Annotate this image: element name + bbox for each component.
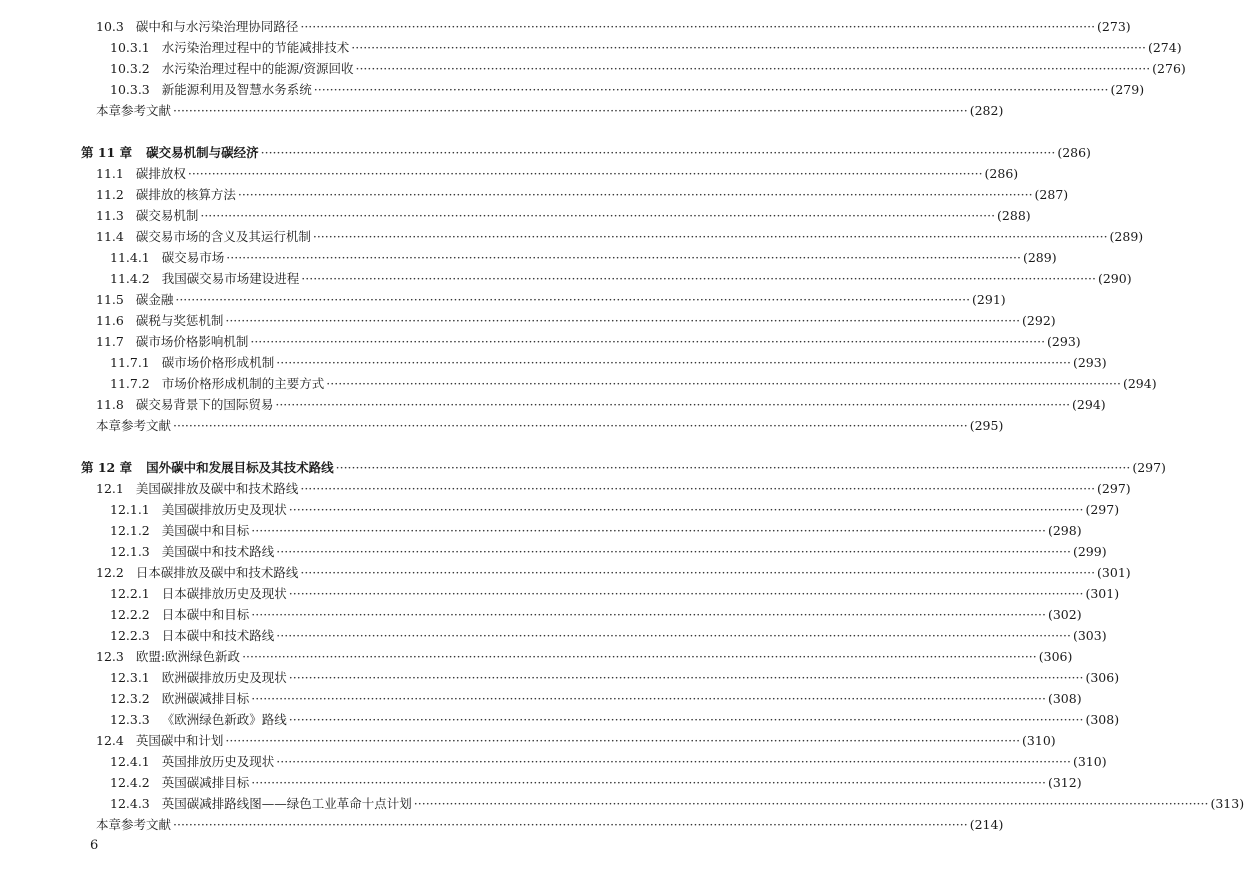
toc-entry-page: (310) <box>1022 733 1056 748</box>
toc-entry-number: 第 11 章 <box>81 145 133 160</box>
toc-entry-number: 12.4.3 <box>110 796 150 811</box>
toc-entry-number: 12.4.1 <box>110 754 150 769</box>
toc-entry-number: 11.7.2 <box>110 376 150 391</box>
page-number: 6 <box>90 838 99 853</box>
toc-entry-page: (306) <box>1038 649 1073 664</box>
toc-entry-page: (299) <box>1072 544 1107 559</box>
dot-leader: ········································································································································································································ <box>312 229 1108 244</box>
toc-entry-row <box>0 541 1107 562</box>
toc-entry-page: (214) <box>969 817 1004 832</box>
toc-entry-number: 10.3.3 <box>110 82 150 97</box>
dot-leader: ········································································································································································································ <box>351 40 1146 55</box>
toc-entry-row <box>0 478 1131 499</box>
toc-entry-page: (291) <box>972 292 1006 307</box>
toc-entry-page: (297) <box>1085 502 1120 517</box>
toc-entry-row <box>0 520 1082 541</box>
toc-entry-number: 10.3.1 <box>110 40 150 55</box>
toc-entry-row <box>0 730 1056 751</box>
dot-leader: ········································································································································································································ <box>300 19 1096 34</box>
dot-leader: ········································································································································································································ <box>335 460 1131 475</box>
toc-entry-number: 12.4 <box>96 733 124 748</box>
toc-entry-number: 第 12 章 <box>81 460 133 475</box>
toc-entry-page: (295) <box>969 418 1004 433</box>
toc-entry-title: 碳排放权 <box>135 166 186 181</box>
toc-entry-page: (308) <box>1047 691 1082 706</box>
dot-leader: ········································································································································································································ <box>276 754 1071 769</box>
dot-leader: ········································································································································································································ <box>288 712 1084 727</box>
toc-chapter-row <box>0 142 1091 163</box>
toc-entry-number: 11.4.2 <box>110 271 150 286</box>
dot-leader: ········································································································································································································ <box>226 250 1021 265</box>
toc-entry-number: 12.2.2 <box>110 607 150 622</box>
toc-entry-number: 11.7.1 <box>110 355 150 370</box>
dot-leader: ········································································································································································································ <box>237 187 1033 202</box>
dot-leader: ········································································································································································································ <box>276 544 1071 559</box>
toc-entry-page: (312) <box>1047 775 1082 790</box>
toc-entry-title: 水污染治理过程中的能源/资源回收 <box>161 61 354 76</box>
toc-entry-title: 本章参考文献 <box>96 817 172 832</box>
toc-entry-number: 12.4.2 <box>110 775 150 790</box>
toc-chapter-row <box>0 457 1166 478</box>
toc-entry-title: 美国碳排放及碳中和技术路线 <box>135 481 299 496</box>
toc-entry-page: (274) <box>1147 40 1182 55</box>
toc-entry-row <box>0 688 1082 709</box>
toc-entry-row <box>0 415 1004 436</box>
toc-entry-page: (297) <box>1097 481 1131 496</box>
dot-leader: ········································································································································································································ <box>251 691 1046 706</box>
toc-entry-page: (297) <box>1132 460 1166 475</box>
dot-leader: ········································································································································································································ <box>288 670 1084 685</box>
toc-entry-page: (306) <box>1085 670 1120 685</box>
toc-entry-title: 英国排放历史及现状 <box>161 754 275 769</box>
dot-leader: ········································································································································································································ <box>260 145 1056 160</box>
toc-entry-title: 水污染治理过程中的节能减排技术 <box>161 40 350 55</box>
toc-entry-title: 碳排放的核算方法 <box>135 187 236 202</box>
toc-entry-title: 碳税与奖惩机制 <box>135 313 224 328</box>
toc-entry-page: (282) <box>969 103 1004 118</box>
toc-entry-number: 12.3.1 <box>110 670 150 685</box>
toc-entry-row <box>0 226 1144 247</box>
dot-leader: ········································································································································································································ <box>250 334 1046 349</box>
toc-entry-number: 12.2.3 <box>110 628 150 643</box>
toc-entry-row <box>0 37 1182 58</box>
toc-entry-title: 日本碳中和技术路线 <box>161 628 275 643</box>
toc-entry-page: (294) <box>1072 397 1106 412</box>
dot-leader: ········································································································································································································ <box>288 586 1084 601</box>
dot-leader: ········································································································································································································ <box>173 817 968 832</box>
toc-entry-page: (288) <box>997 208 1031 223</box>
toc-entry-title: 欧盟:欧洲绿色新政 <box>135 649 241 664</box>
dot-leader: ········································································································································································································ <box>175 292 971 307</box>
toc-entry-page: (313) <box>1210 796 1244 811</box>
toc-entry-title: 美国碳中和技术路线 <box>161 544 275 559</box>
toc-entry-number: 12.2 <box>96 565 124 580</box>
toc-entry-page: (289) <box>1022 250 1057 265</box>
toc-entry-number: 11.1 <box>96 166 124 181</box>
toc-entry-number: 11.2 <box>96 187 124 202</box>
dot-leader: ········································································································································································································ <box>173 418 968 433</box>
dot-leader: ········································································································································································································ <box>225 313 1021 328</box>
toc-entry-row <box>0 100 1004 121</box>
toc-entry-row <box>0 58 1186 79</box>
toc-entry-title: 碳金融 <box>135 292 174 307</box>
toc-entry-row <box>0 583 1120 604</box>
toc-entry-title: 美国碳中和目标 <box>161 523 250 538</box>
toc-entry-row <box>0 247 1057 268</box>
dot-leader: ········································································································································································································ <box>225 733 1021 748</box>
toc-entry-title: 《欧洲绿色新政》路线 <box>161 712 287 727</box>
toc-entry-title: 碳市场价格影响机制 <box>135 334 249 349</box>
toc-entry-number: 11.7 <box>96 334 124 349</box>
toc-entry-title: 碳交易市场 <box>161 250 225 265</box>
toc-entry-page: (308) <box>1085 712 1120 727</box>
toc-entry-row <box>0 331 1081 352</box>
dot-leader: ········································································································································································································ <box>187 166 983 181</box>
toc-entry-title: 碳交易机制 <box>135 208 199 223</box>
toc-entry-row <box>0 499 1120 520</box>
toc-entry-row <box>0 814 1004 835</box>
toc-entry-page: (293) <box>1047 334 1081 349</box>
toc-entry-row <box>0 79 1145 100</box>
toc-entry-number: 11.4.1 <box>110 250 150 265</box>
toc-entry-title: 市场价格形成机制的主要方式 <box>161 376 325 391</box>
toc-entry-number: 12.1.3 <box>110 544 150 559</box>
toc-entry-row <box>0 16 1131 37</box>
toc-entry-row <box>0 793 1244 814</box>
toc-entry-number: 12.1 <box>96 481 124 496</box>
toc-entry-page: (292) <box>1022 313 1056 328</box>
toc-entry-title: 新能源利用及智慧水务系统 <box>161 82 312 97</box>
toc-entry-row <box>0 604 1082 625</box>
toc-entry-title: 本章参考文献 <box>96 103 172 118</box>
toc-entry-number: 11.8 <box>96 397 124 412</box>
toc-entry-page: (286) <box>984 166 1019 181</box>
toc-entry-number: 11.3 <box>96 208 124 223</box>
toc-entry-row <box>0 772 1082 793</box>
toc-entry-page: (303) <box>1072 628 1107 643</box>
toc-entry-number: 10.3 <box>96 19 124 34</box>
toc-entry-number: 12.1.1 <box>110 502 150 517</box>
toc-entry-row <box>0 163 1019 184</box>
dot-leader: ········································································································································································································ <box>301 271 1096 286</box>
toc-entry-title: 英国碳减排路线图——绿色工业革命十点计划 <box>161 796 412 811</box>
toc-entry-row <box>0 352 1107 373</box>
toc-entry-row <box>0 268 1132 289</box>
dot-leader: ········································································································································································································ <box>288 502 1084 517</box>
toc-entry-title: 碳交易机制与碳经济 <box>146 145 259 160</box>
dot-leader: ········································································································································································································ <box>251 607 1046 622</box>
toc-entry-title: 日本碳中和目标 <box>161 607 250 622</box>
toc-entry-row <box>0 394 1106 415</box>
toc-entry-number: 11.6 <box>96 313 124 328</box>
toc-entry-row <box>0 205 1031 226</box>
toc-entry-page: (289) <box>1109 229 1144 244</box>
toc-entry-row <box>0 373 1157 394</box>
toc-entry-title: 国外碳中和发展目标及其技术路线 <box>146 460 334 475</box>
toc-entry-number: 12.3.3 <box>110 712 150 727</box>
toc-entry-number: 12.1.2 <box>110 523 150 538</box>
toc-entry-title: 碳中和与水污染治理协同路径 <box>135 19 299 34</box>
dot-leader: ········································································································································································································ <box>276 628 1071 643</box>
toc-entry-page: (273) <box>1097 19 1131 34</box>
toc-entry-page: (276) <box>1152 61 1186 76</box>
dot-leader: ········································································································································································································ <box>413 796 1209 811</box>
toc-entry-row <box>0 646 1073 667</box>
toc-entry-title: 碳市场价格形成机制 <box>161 355 275 370</box>
toc-entry-page: (293) <box>1072 355 1107 370</box>
toc-entry-title: 日本碳排放历史及现状 <box>161 586 287 601</box>
toc-entry-number: 12.3.2 <box>110 691 150 706</box>
toc-entry-page: (302) <box>1047 607 1082 622</box>
toc-entry-page: (298) <box>1047 523 1082 538</box>
toc-entry-title: 碳交易市场的含义及其运行机制 <box>135 229 311 244</box>
dot-leader: ········································································································································································································ <box>242 649 1037 664</box>
toc-entry-page: (279) <box>1110 82 1145 97</box>
dot-leader: ········································································································································································································ <box>300 565 1096 580</box>
toc-entry-row <box>0 751 1107 772</box>
toc-entry-page: (287) <box>1034 187 1069 202</box>
dot-leader: ········································································································································································································ <box>275 397 1071 412</box>
toc-entry-row <box>0 289 1006 310</box>
dot-leader: ········································································································································································································ <box>276 355 1071 370</box>
dot-leader: ········································································································································································································ <box>326 376 1121 391</box>
toc-entry-number: 11.4 <box>96 229 124 244</box>
toc-entry-row <box>0 625 1107 646</box>
toc-entry-number: 12.2.1 <box>110 586 150 601</box>
toc-entry-title: 英国碳减排目标 <box>161 775 250 790</box>
dot-leader: ········································································································································································································ <box>251 523 1046 538</box>
dot-leader: ········································································································································································································ <box>200 208 996 223</box>
toc-entry-title: 碳交易背景下的国际贸易 <box>135 397 274 412</box>
toc-entry-row <box>0 310 1056 331</box>
toc-entry-title: 欧洲碳排放历史及现状 <box>161 670 287 685</box>
toc-entry-row <box>0 562 1131 583</box>
toc-entry-row <box>0 184 1069 205</box>
dot-leader: ········································································································································································································ <box>355 61 1151 76</box>
toc-entry-page: (286) <box>1057 145 1091 160</box>
toc-entry-page: (294) <box>1122 376 1157 391</box>
dot-leader: ········································································································································································································ <box>251 775 1046 790</box>
toc-entry-number: 10.3.2 <box>110 61 150 76</box>
table-of-contents <box>0 16 1244 835</box>
toc-entry-title: 日本碳排放及碳中和技术路线 <box>135 565 299 580</box>
toc-entry-number: 11.5 <box>96 292 124 307</box>
toc-entry-page: (310) <box>1072 754 1107 769</box>
toc-entry-row <box>0 667 1120 688</box>
toc-entry-number: 12.3 <box>96 649 124 664</box>
dot-leader: ········································································································································································································ <box>300 481 1096 496</box>
toc-entry-title: 本章参考文献 <box>96 418 172 433</box>
dot-leader: ········································································································································································································ <box>173 103 968 118</box>
toc-entry-page: (301) <box>1097 565 1131 580</box>
toc-entry-title: 欧洲碳减排目标 <box>161 691 250 706</box>
toc-entry-title: 我国碳交易市场建设进程 <box>161 271 300 286</box>
toc-entry-title: 英国碳中和计划 <box>135 733 224 748</box>
dot-leader: ········································································································································································································ <box>313 82 1109 97</box>
toc-entry-title: 美国碳排放历史及现状 <box>161 502 287 517</box>
toc-entry-page: (301) <box>1085 586 1120 601</box>
toc-entry-row <box>0 709 1120 730</box>
toc-entry-page: (290) <box>1097 271 1132 286</box>
